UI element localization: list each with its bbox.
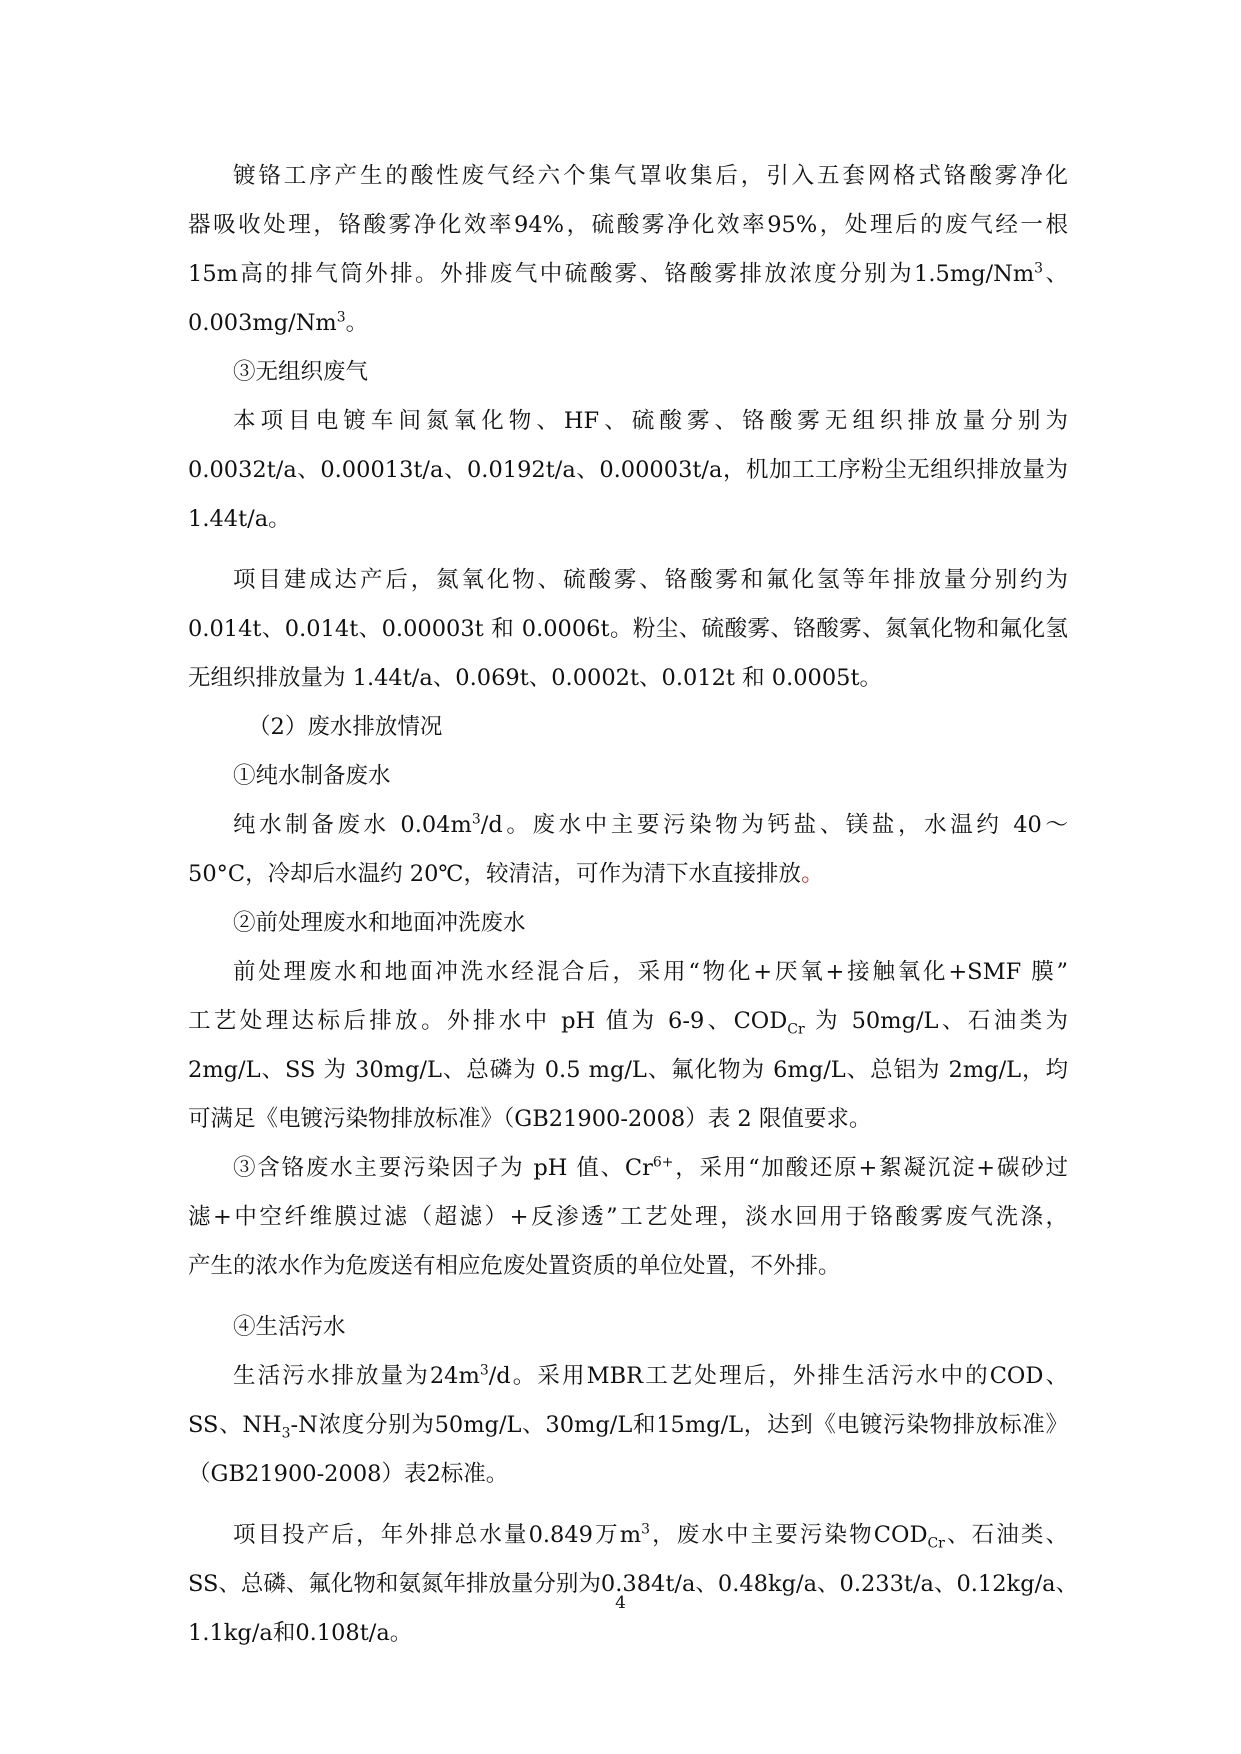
page-number: 4 [615, 1593, 626, 1613]
text-line: 生活污水排放量为$24m^3/d$。采用MBR工艺处理后，外排生活污水中的COD、 [233, 1362, 1068, 1389]
text-line: 项目建成达产后，氮氧化物、硫酸雾、铬酸雾和氟化氢等年排放量分别约为 [233, 567, 1068, 593]
text-line: （GB21900-2008）表2标准。 [188, 1461, 509, 1487]
text-line: 可满足《电镀污染物排放标准》（GB21900-2008）表 2 限值要求。 [188, 1106, 872, 1132]
text-line: 器吸收处理，铬酸雾净化效率94%，硫酸雾净化效率95%，处理后的废气经一根 [188, 212, 1068, 238]
section-heading-domestic-sewage: ④生活污水 [233, 1314, 346, 1340]
paragraph-chromium-exhaust [188, 152, 1068, 348]
text-line: 本项目电镀车间氮氧化物、HF、硫酸雾、铬酸雾无组织排放量分别为 [233, 408, 1068, 434]
text-line: 2mg/L、SS 为 30mg/L、总磷为 0.5 mg/L、氟化物为 6mg/L、总铝为 2mg/L，均 [188, 1057, 1068, 1083]
paragraph-annual-wastewater [188, 1511, 1079, 1658]
text-line: 1.44t/a。 [188, 506, 291, 532]
text-line: 滤+中空纤维膜过滤（超滤）+反渗透”工艺处理，淡水回用于铬酸雾废气洗涤， [188, 1204, 1068, 1230]
text-line: 15m高的排气筒外排。外排废气中硫酸雾、铬酸雾排放浓度分别为1.5mg/Nm$^3$、 [188, 260, 1068, 287]
section-heading-wastewater: （2）废水排放情况 [248, 714, 443, 740]
highlighted-period: 。 [801, 861, 824, 887]
paragraph-pure-water-wastewater [188, 801, 1068, 899]
text-line: 50°C，冷却后水温约 20℃，较清洁，可作为清下水直接排放。 [188, 861, 824, 887]
text-line: 1.1kg/a和0.108t/a。 [188, 1620, 413, 1646]
text-line: 前处理废水和地面冲洗水经混合后，采用“物化+厌氧+接触氧化+SMF 膜” [233, 959, 1068, 985]
section-heading-pretreatment: ②前处理废水和地面冲洗废水 [233, 910, 526, 936]
text-line: 镀铬工序产生的酸性废气经六个集气罩收集后，引入五套网格式铬酸雾净化 [233, 163, 1068, 189]
text-line: 项目投产后，年外排总水量0.849万$m^3$，废水中主要污染物$COD_{Cr}$、石油类、 [233, 1521, 1069, 1552]
text-line: 0.003mg/Nm$^3$。 [188, 309, 369, 336]
paragraph-chromium-wastewater [188, 1144, 1068, 1291]
paragraph-annual-emissions [188, 556, 1068, 703]
text-line: SS、总磷、氟化物和氨氮年排放量分别为0.384t/a、0.48kg/a、0.233t/a、0.12kg/a、 [188, 1571, 1079, 1597]
section-heading-pure-water: ①纯水制备废水 [233, 763, 391, 789]
document-body [188, 152, 1079, 1658]
text-line: 0.0032t/a、0.00013t/a、0.0192t/a、0.00003t/a，机加工工序粉尘无组织排放量为 [188, 457, 1068, 483]
paragraph-domestic-sewage [188, 1352, 1068, 1499]
text-line: ③含铬废水主要污染因子为 pH 值、$Cr^{6+}$，采用“加酸还原+絮凝沉淀+碳砂过 [233, 1154, 1068, 1181]
paragraph-fugitive-emissions [188, 397, 1068, 544]
text-line: SS、$NH_3-N$浓度分别为50mg/L、30mg/L和15mg/L，达到《电镀污染物排放标准》 [188, 1412, 1069, 1442]
text-line: 无组织排放量为 1.44t/a、0.069t、0.0002t、0.012t 和 0.0005t。 [188, 665, 883, 691]
text-line: 产生的浓水作为危废送有相应危废处置资质的单位处置，不外排。 [188, 1253, 841, 1279]
section-heading-fugitive-gas: ③无组织废气 [233, 359, 369, 385]
paragraph-pretreatment-wastewater [188, 948, 1068, 1144]
text-line: 0.014t、0.014t、0.00003t 和 0.0006t。粉尘、硫酸雾、铬酸雾、氮氧化物和氟化氢 [188, 616, 1068, 642]
text-line: 工艺处理达标后排放。外排水中 pH 值为 6-9、$COD_{Cr}$ 为 50mg/L、石油类为 [188, 1008, 1068, 1038]
text-line: 纯水制备废水 $0.04m^3/d$。废水中主要污染物为钙盐、镁盐，水温约 40～ [233, 811, 1068, 838]
